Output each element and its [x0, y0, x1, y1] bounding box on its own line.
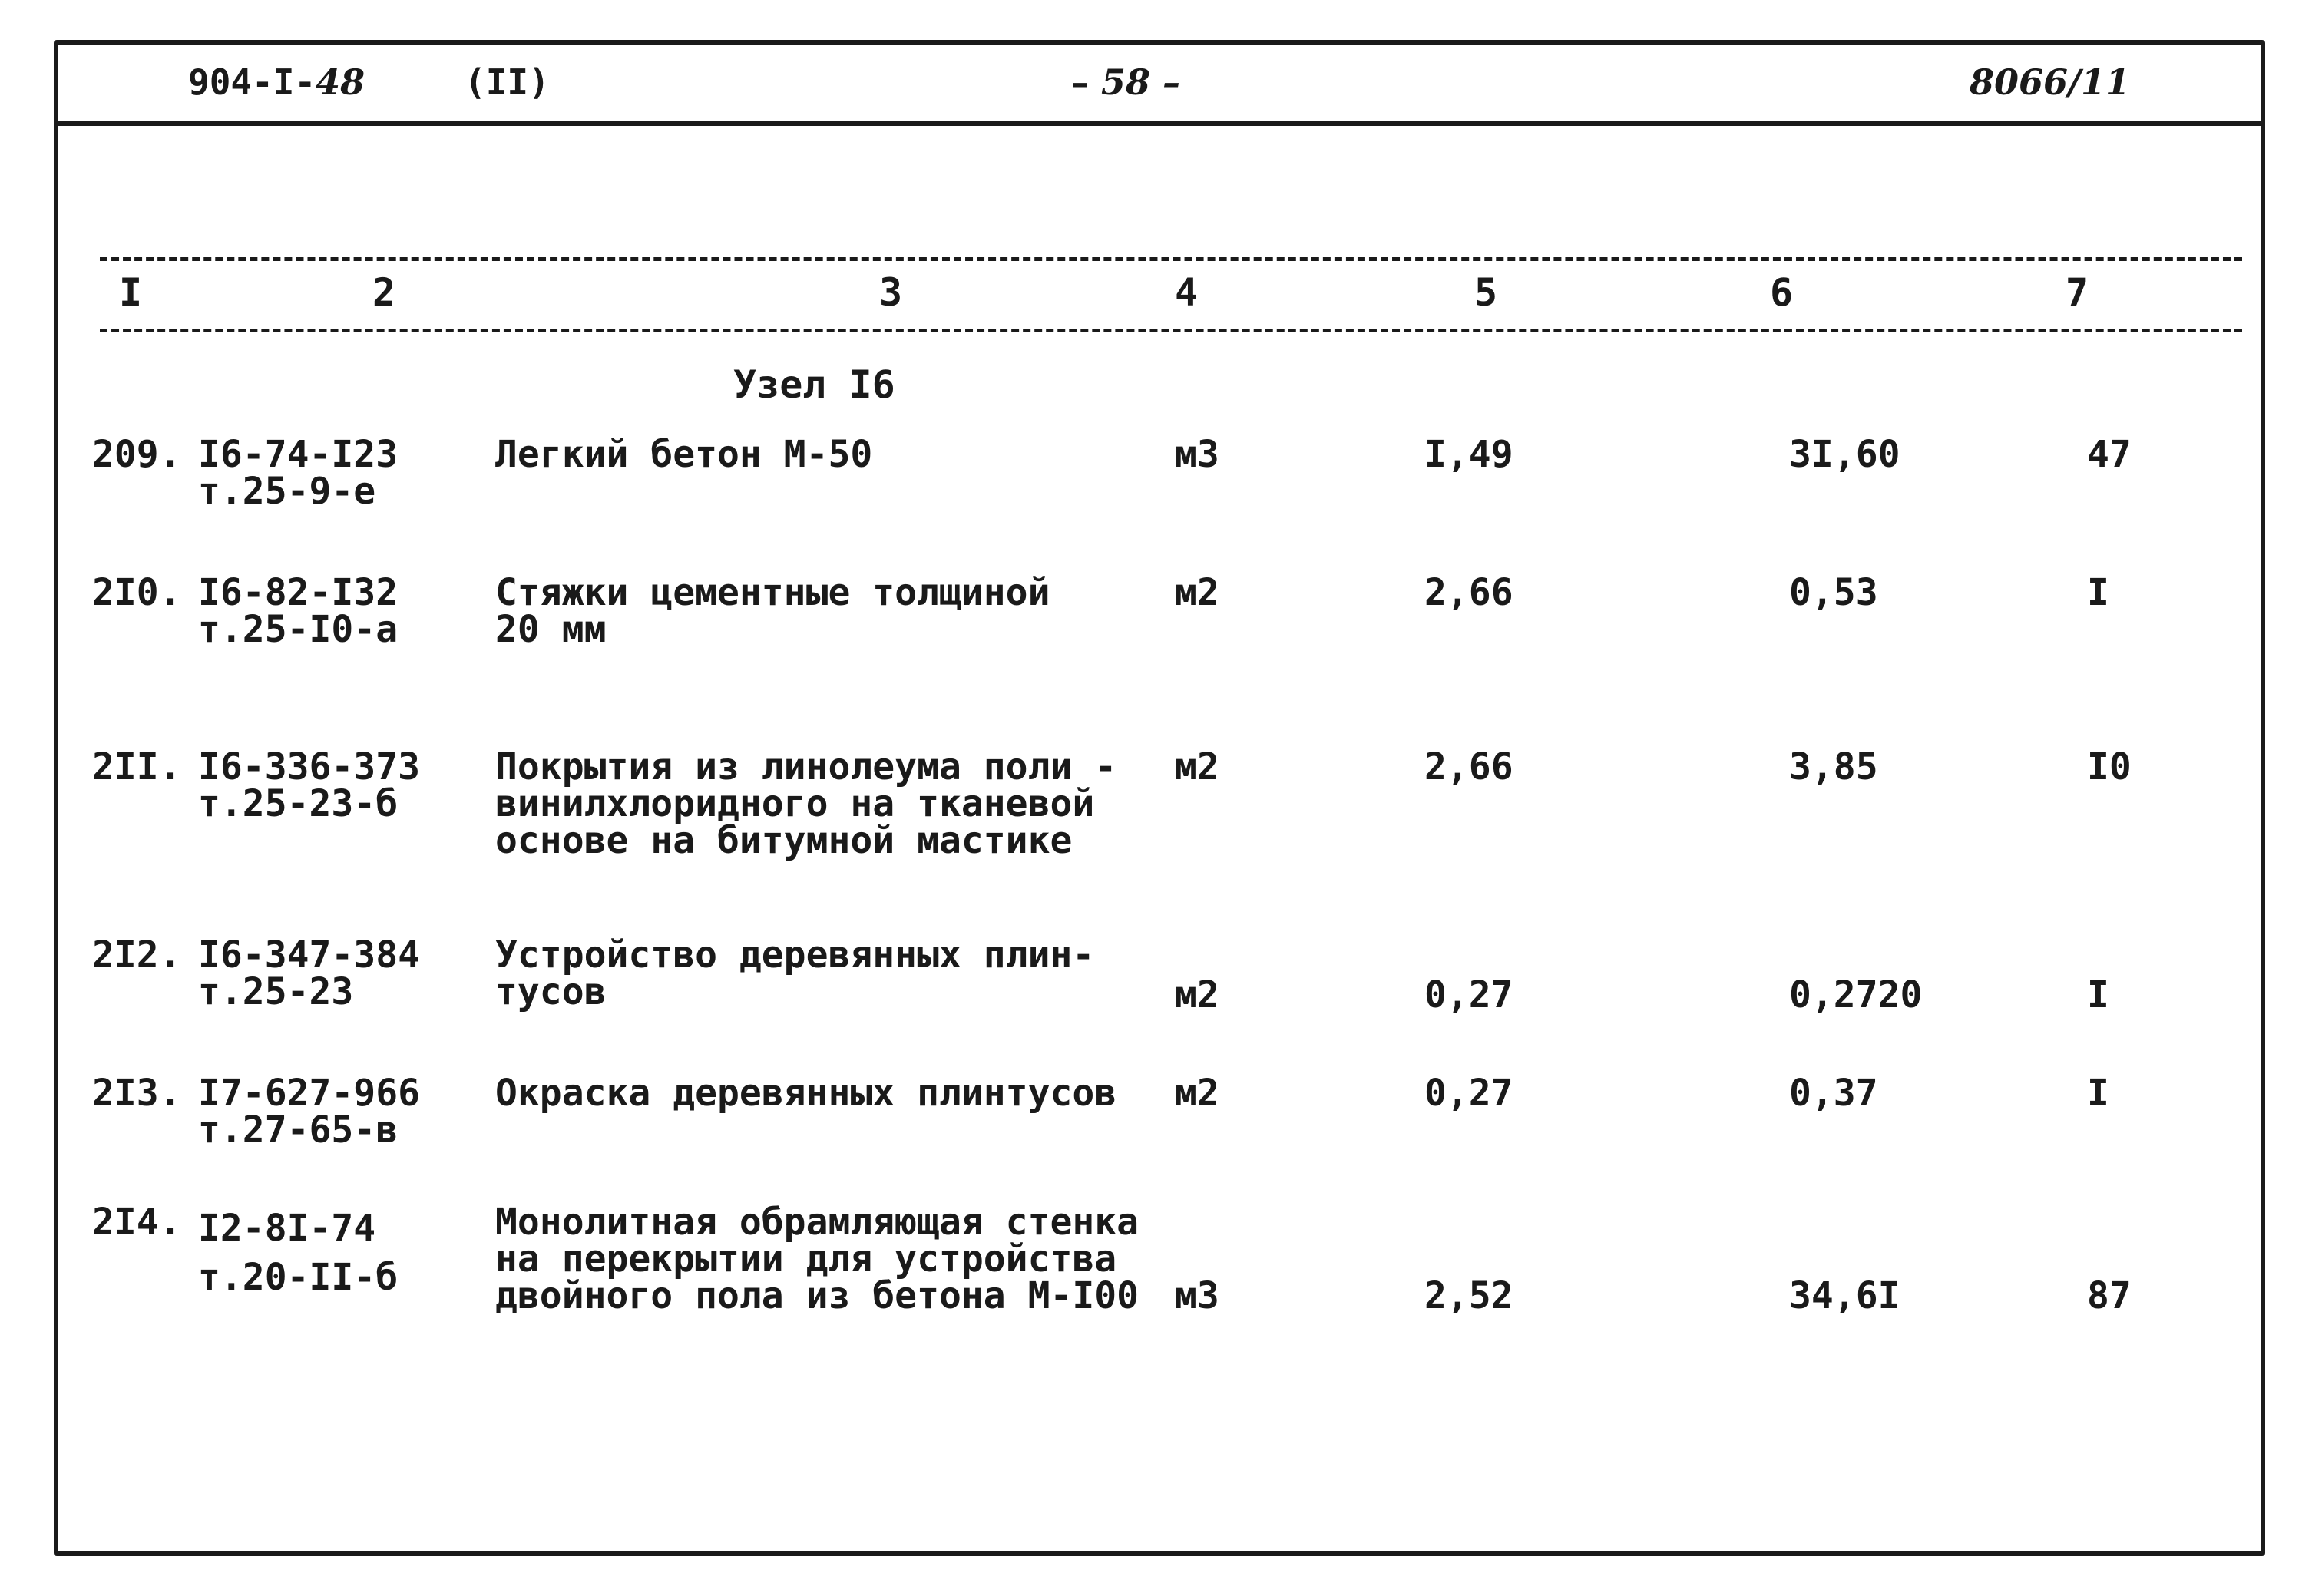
row-name-line: основе на битумной мастике — [495, 819, 1073, 862]
column-number-5: 5 — [1474, 270, 1498, 315]
row-unit: м2 — [1175, 973, 1219, 1016]
row-code-line: I2-8I-74 — [198, 1207, 376, 1250]
row-name-line: Покрытия из линолеума поли - — [495, 745, 1117, 788]
column-number-7: 7 — [2066, 270, 2089, 315]
row-quantity: 2,66 — [1424, 745, 1513, 788]
row-number: 2I0. — [92, 571, 181, 614]
row-name-line: Окраска деревянных плинтусов — [495, 1072, 1117, 1115]
column-number-3: 3 — [879, 270, 903, 315]
row-number: 2I3. — [92, 1072, 181, 1115]
row-unit-price: 0,2720 — [1789, 973, 1923, 1016]
row-unit: м2 — [1175, 1072, 1219, 1115]
doc-code-handwritten: 48 — [316, 61, 365, 103]
row-code — [198, 745, 420, 825]
row-code-line: т.25-23-б — [198, 782, 399, 825]
row-code-line: I6-336-373 — [198, 745, 420, 788]
doc-part: (II) — [465, 61, 550, 103]
row-unit: м2 — [1175, 745, 1219, 788]
row-name-line: тусов — [495, 970, 607, 1013]
row-code-line: т.25-I0-а — [198, 608, 399, 651]
row-quantity: 2,66 — [1424, 571, 1513, 614]
row-code-line: I6-82-I32 — [198, 571, 399, 614]
row-code — [198, 1204, 398, 1302]
table-head-dashed-rule — [100, 329, 2242, 332]
row-quantity: 2,52 — [1424, 1274, 1513, 1317]
row-name-line: Устройство деревянных плин- — [495, 933, 1095, 976]
row-code-line: I6-74-I23 — [198, 433, 399, 476]
row-name — [495, 1072, 1117, 1115]
row-quantity: I,49 — [1424, 433, 1513, 476]
row-unit-price: 34,6I — [1789, 1274, 1900, 1317]
row-code — [198, 433, 399, 513]
table-top-dashed-rule — [100, 257, 2242, 261]
header-divider — [54, 121, 2265, 126]
row-unit-price: 0,37 — [1789, 1072, 1878, 1115]
row-quantity: 0,27 — [1424, 1072, 1513, 1115]
row-name-line: винилхлоридного на тканевой — [495, 782, 1095, 825]
row-code-line: т.20-II-б — [198, 1256, 399, 1299]
column-number-1: I — [119, 270, 143, 315]
row-name-line: на перекрытии для устройства — [495, 1237, 1117, 1280]
row-number: 209. — [92, 433, 181, 476]
row-name-line: Стяжки цементные толщиной — [495, 571, 1050, 614]
row-name-line: Монолитная обрамляющая стенка — [495, 1201, 1139, 1244]
column-number-4: 4 — [1175, 270, 1199, 315]
row-name — [495, 745, 1117, 862]
page-number: – 58 – — [1071, 61, 1181, 103]
row-code — [198, 571, 399, 651]
doc-code-prefix: 904-I- — [188, 61, 316, 103]
row-code-line: I7-627-966 — [198, 1072, 420, 1115]
row-code-line: т.25-9-е — [198, 470, 376, 513]
row-code-line: т.27-65-в — [198, 1109, 399, 1152]
row-total: I — [2087, 571, 2109, 614]
row-name — [495, 571, 1050, 651]
row-unit-price: 0,53 — [1789, 571, 1878, 614]
row-name — [495, 933, 1095, 1013]
section-title: Узел I6 — [733, 362, 895, 407]
row-code-line: I6-347-384 — [198, 933, 420, 976]
row-total: I — [2087, 973, 2109, 1016]
row-total: I — [2087, 1072, 2109, 1115]
row-total: 87 — [2087, 1274, 2132, 1317]
row-code-line: т.25-23 — [198, 970, 354, 1013]
row-quantity: 0,27 — [1424, 973, 1513, 1016]
column-number-6: 6 — [1770, 270, 1794, 315]
doc-code — [188, 61, 365, 103]
archive-number: 8066/11 — [1970, 61, 2130, 103]
row-name-line: двойного пола из бетона М-I00 — [495, 1274, 1139, 1317]
row-number: 2I2. — [92, 933, 181, 976]
row-total: I0 — [2087, 745, 2132, 788]
row-total: 47 — [2087, 433, 2132, 476]
row-code — [198, 933, 420, 1013]
row-number: 2II. — [92, 745, 181, 788]
row-unit: м3 — [1175, 1274, 1219, 1317]
row-number: 2I4. — [92, 1201, 181, 1244]
row-unit: м3 — [1175, 433, 1219, 476]
row-name-line: 20 мм — [495, 608, 607, 651]
row-unit-price: 3,85 — [1789, 745, 1878, 788]
column-number-2: 2 — [372, 270, 396, 315]
row-unit-price: 3I,60 — [1789, 433, 1900, 476]
row-code — [198, 1072, 420, 1152]
row-name-line: Легкий бетон М-50 — [495, 433, 873, 476]
row-name — [495, 1201, 1139, 1317]
row-name — [495, 433, 873, 476]
row-unit: м2 — [1175, 571, 1219, 614]
